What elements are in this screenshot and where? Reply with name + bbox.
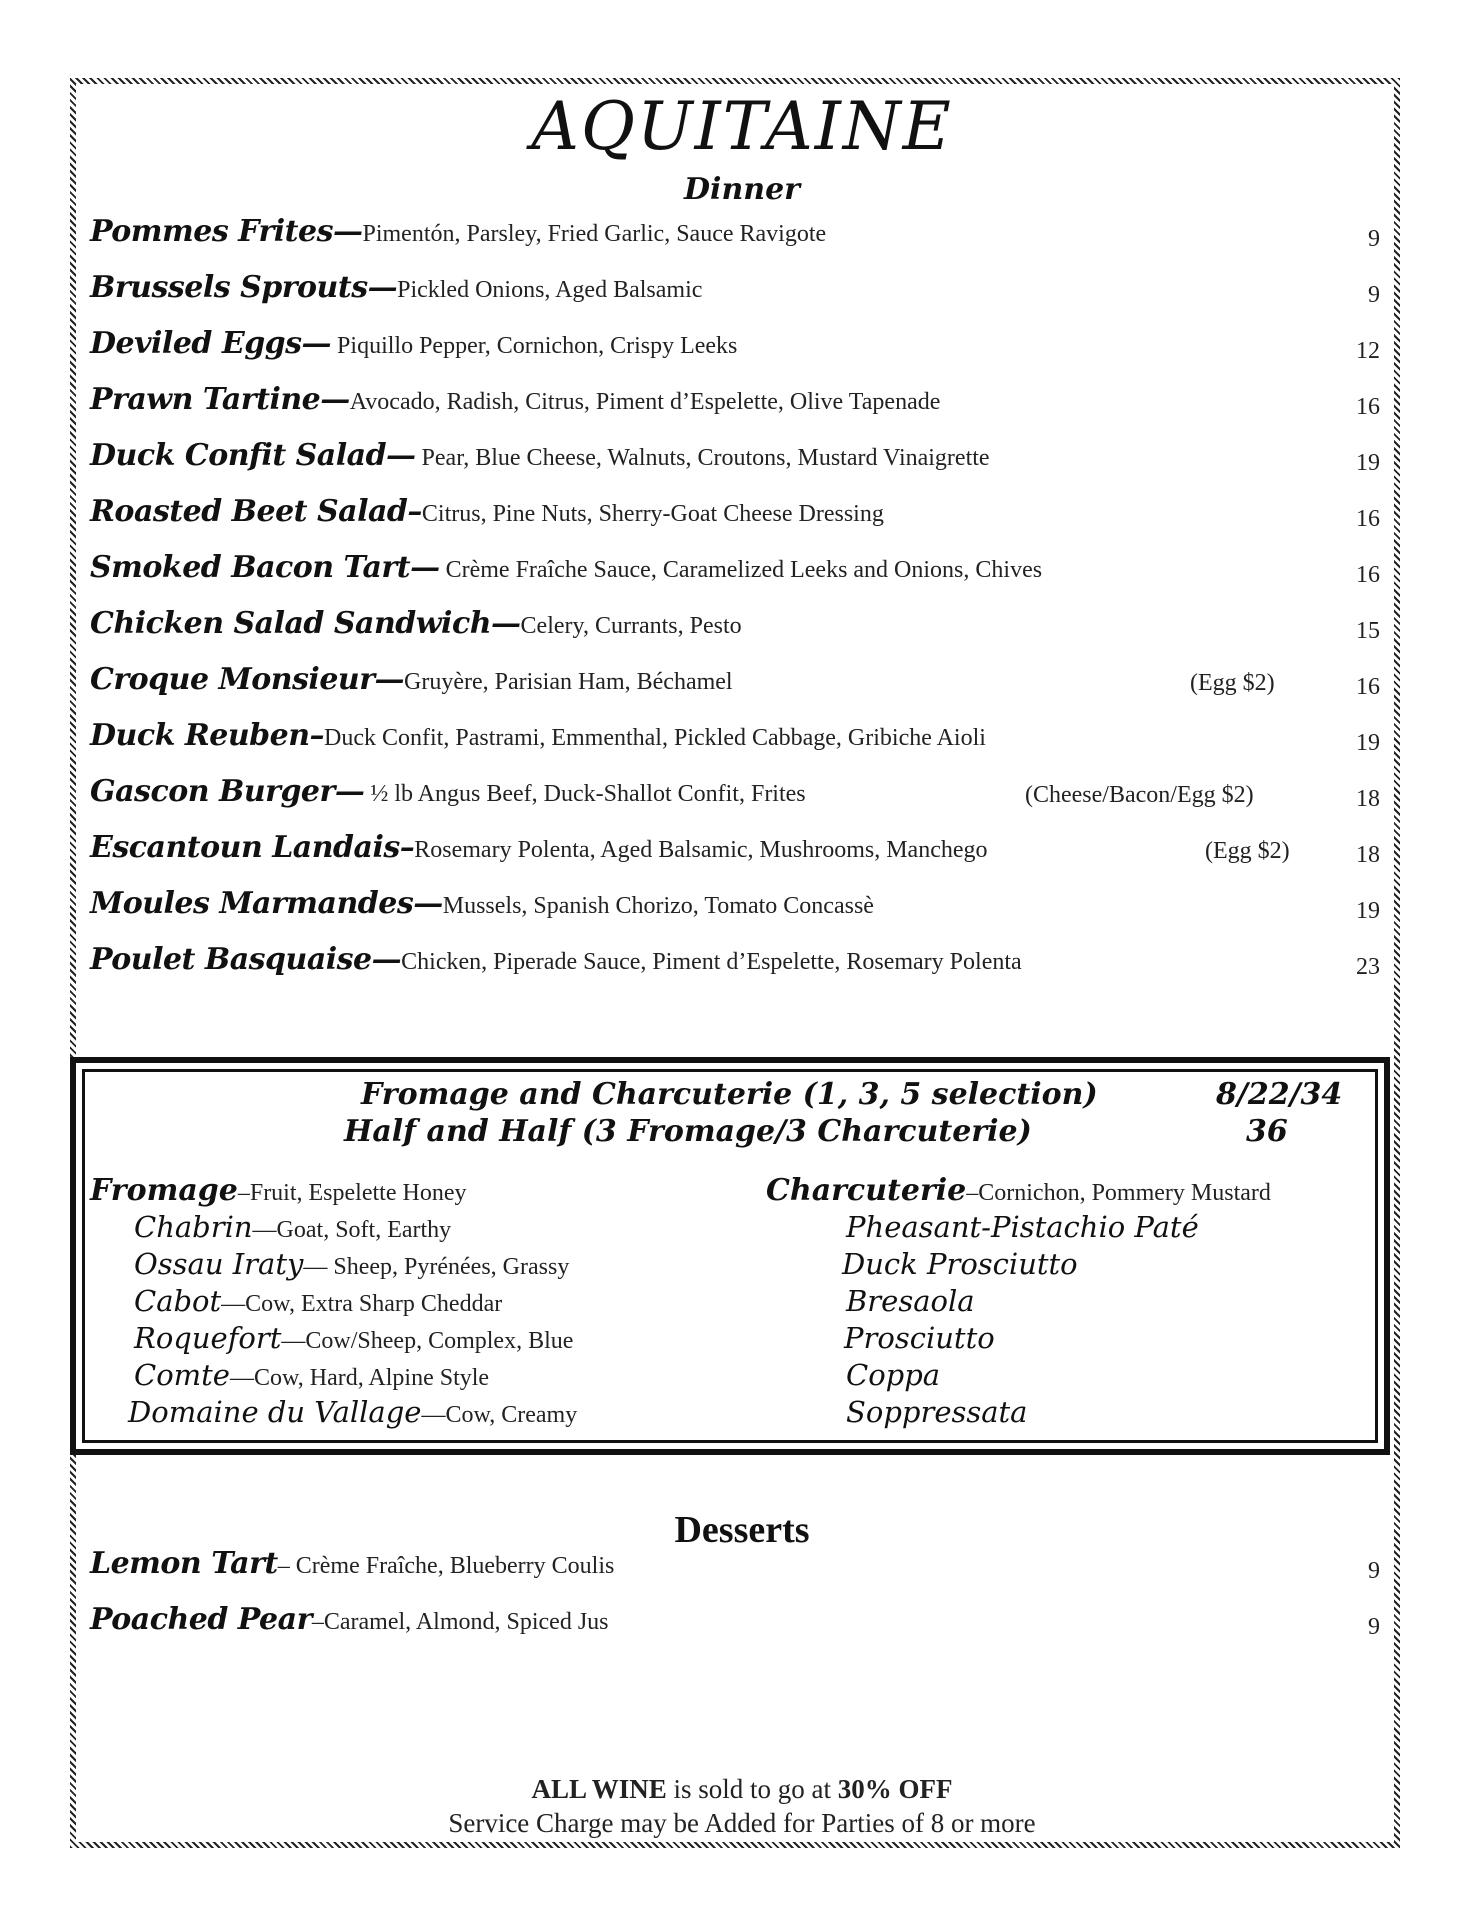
cheese-description: —Goat, Soft, Earthy [252, 1217, 452, 1243]
item-note: (Cheese/Bacon/Egg $2) [1025, 782, 1254, 808]
fromage-description: –Fruit, Espelette Honey [237, 1180, 467, 1206]
dessert-description: – Crème Fraîche, Blueberry Coulis [277, 1553, 615, 1579]
dessert-item [90, 1602, 1380, 1652]
item-price: 12 [1356, 338, 1380, 364]
menu-item [90, 214, 1380, 264]
menu-item [90, 830, 1380, 880]
charcuterie-column-title [766, 1173, 1271, 1208]
charcuterie-item: Soppressata [846, 1395, 1028, 1429]
board-heading: Fromage and Charcuterie (1, 3, 5 selection) [361, 1077, 1098, 1112]
item-name: Moules Marmandes— [90, 886, 443, 921]
item-price: 23 [1356, 954, 1380, 980]
charcuterie-description: –Cornichon, Pommery Mustard [966, 1180, 1271, 1206]
charcuterie-item: Prosciutto [844, 1321, 995, 1355]
menu-item [90, 662, 1380, 712]
restaurant-name: AQUITAINE [531, 88, 953, 165]
item-note: (Egg $2) [1190, 670, 1275, 696]
item-name: Pommes Frites— [90, 214, 363, 249]
cheese-description: —Cow/Sheep, Complex, Blue [281, 1328, 574, 1354]
menu-item [90, 326, 1380, 376]
item-description: Pear, Blue Cheese, Walnuts, Croutons, Mustard Vinaigrette [415, 445, 990, 471]
cheese-name: Cabot [134, 1284, 222, 1318]
item-price: 16 [1356, 562, 1380, 588]
dessert-name: Lemon Tart [90, 1546, 278, 1581]
item-price: 18 [1356, 786, 1380, 812]
service-charge-notice: Service Charge may be Added for Parties of 8 or more [448, 1808, 1036, 1838]
cheese-name: Domaine du Vallage [128, 1395, 422, 1429]
half-and-half-price: 36 [1246, 1114, 1288, 1149]
cheese-item [134, 1358, 489, 1392]
item-description: Piquillo Pepper, Cornichon, Crispy Leeks [331, 333, 738, 359]
menu-item [90, 718, 1380, 768]
item-description: Pickled Onions, Aged Balsamic [397, 277, 703, 303]
item-name: Poulet Basquaise— [90, 942, 402, 977]
cheese-description: —Cow, Hard, Alpine Style [229, 1365, 490, 1391]
wine-bold: ALL WINE [531, 1774, 667, 1804]
charcuterie-item: Duck Prosciutto [842, 1247, 1078, 1281]
menu-item [90, 270, 1380, 320]
dessert-description: –Caramel, Almond, Spiced Jus [311, 1609, 609, 1635]
desserts-heading: Desserts [674, 1509, 810, 1551]
item-description: Pimentón, Parsley, Fried Garlic, Sauce Ravigote [362, 221, 827, 247]
item-description: ½ lb Angus Beef, Duck-Shallot Confit, Frites [364, 781, 806, 807]
item-name: Prawn Tartine— [90, 382, 350, 417]
item-price: 19 [1356, 450, 1380, 476]
dessert-item [90, 1546, 1380, 1596]
item-description: Avocado, Radish, Citrus, Piment d’Espelette, Olive Tapenade [349, 389, 941, 415]
wine-discount: 30% OFF [837, 1774, 953, 1804]
item-name: Croque Monsieur— [90, 662, 405, 697]
item-name: Deviled Eggs— [90, 326, 332, 361]
item-price: 15 [1356, 618, 1380, 644]
item-description: Crème Fraîche Sauce, Caramelized Leeks and Onions, Chives [439, 557, 1043, 583]
charcuterie-item: Coppa [846, 1358, 941, 1392]
board-price: 8/22/34 [1216, 1077, 1343, 1112]
charcuterie-title: Charcuterie [766, 1173, 967, 1208]
dessert-price: 9 [1368, 1614, 1380, 1640]
item-name: Roasted Beet Salad– [90, 494, 422, 529]
menu-item [90, 886, 1380, 936]
item-name: Gascon Burger— [90, 774, 365, 809]
item-price: 9 [1368, 282, 1380, 308]
cheese-description: — Sheep, Pyrénées, Grassy [303, 1254, 570, 1280]
item-description: Chicken, Piperade Sauce, Piment d’Espelette, Rosemary Polenta [401, 949, 1022, 975]
dessert-price: 9 [1368, 1558, 1380, 1584]
item-description: Citrus, Pine Nuts, Sherry-Goat Cheese Dressing [421, 501, 884, 527]
half-and-half-heading: Half and Half (3 Fromage/3 Charcuterie) [344, 1114, 1032, 1149]
cheese-description: —Cow, Creamy [421, 1402, 578, 1428]
item-price: 19 [1356, 730, 1380, 756]
dessert-name: Poached Pear [90, 1602, 312, 1637]
cheese-item [134, 1210, 451, 1244]
item-name: Brussels Sprouts— [90, 270, 398, 305]
cheese-name: Ossau Iraty [134, 1247, 304, 1281]
cheese-name: Chabrin [134, 1210, 253, 1244]
item-name: Escantoun Landais– [90, 830, 415, 865]
item-price: 18 [1356, 842, 1380, 868]
item-description: Celery, Currants, Pesto [520, 613, 742, 639]
wine-notice [0, 1774, 1484, 1805]
item-name: Duck Reuben– [90, 718, 325, 753]
item-price: 16 [1356, 674, 1380, 700]
cheese-item [134, 1321, 573, 1355]
item-price: 16 [1356, 394, 1380, 420]
cheese-item [128, 1395, 577, 1429]
cheese-item [134, 1247, 569, 1281]
item-note: (Egg $2) [1205, 838, 1290, 864]
menu-item [90, 606, 1380, 656]
menu-item [90, 774, 1380, 824]
menu-title: Dinner [684, 172, 800, 207]
item-name: Smoked Bacon Tart— [90, 550, 440, 585]
item-price: 16 [1356, 506, 1380, 532]
cheese-name: Comte [134, 1358, 230, 1392]
item-name: Duck Confit Salad— [90, 438, 416, 473]
item-name: Chicken Salad Sandwich— [90, 606, 521, 641]
item-description: Duck Confit, Pastrami, Emmenthal, Pickled Cabbage, Gribiche Aioli [324, 725, 986, 751]
item-description: Rosemary Polenta, Aged Balsamic, Mushrooms, Manchego [414, 837, 988, 863]
menu-item [90, 942, 1380, 992]
menu-item [90, 438, 1380, 488]
wine-text: is sold to go at [666, 1774, 838, 1804]
item-price: 19 [1356, 898, 1380, 924]
item-description: Gruyère, Parisian Ham, Béchamel [404, 669, 733, 695]
item-description: Mussels, Spanish Chorizo, Tomato Concassè [442, 893, 874, 919]
item-price: 9 [1368, 226, 1380, 252]
cheese-item [134, 1284, 502, 1318]
fromage-charcuterie-box [70, 1057, 1390, 1455]
fromage-title: Fromage [90, 1173, 238, 1208]
cheese-name: Roquefort [134, 1321, 282, 1355]
cheese-description: —Cow, Extra Sharp Cheddar [221, 1291, 503, 1317]
menu-item [90, 382, 1380, 432]
charcuterie-item: Pheasant-Pistachio Paté [846, 1210, 1199, 1244]
charcuterie-item: Bresaola [846, 1284, 975, 1318]
menu-item [90, 550, 1380, 600]
fromage-column-title [90, 1173, 466, 1208]
menu-item [90, 494, 1380, 544]
